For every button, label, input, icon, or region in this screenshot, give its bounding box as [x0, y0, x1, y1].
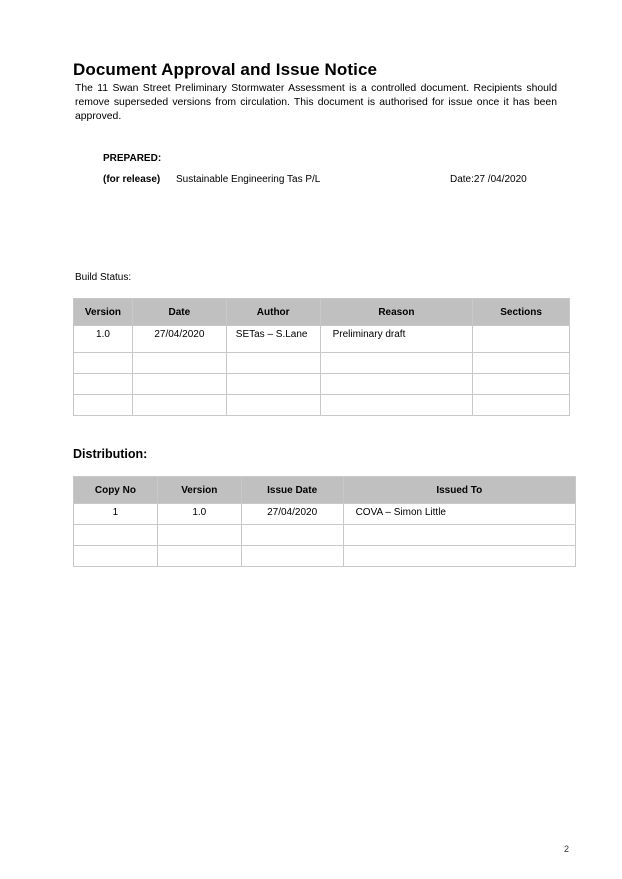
table-cell [473, 353, 570, 374]
table-cell [226, 353, 320, 374]
table-cell [132, 395, 226, 416]
table-cell: 1.0 [74, 326, 133, 353]
table-cell [473, 326, 570, 353]
prepared-date: Date:27 /04/2020 [450, 174, 527, 185]
distribution-title: Distribution: [73, 447, 148, 461]
table-cell: 27/04/2020 [132, 326, 226, 353]
table-cell: COVA – Simon Little [343, 504, 575, 525]
page-number: 2 [564, 844, 570, 854]
table-row [74, 546, 576, 567]
table-row [74, 353, 570, 374]
table-cell [473, 374, 570, 395]
table-row [74, 395, 570, 416]
column-header: Issued To [343, 477, 575, 504]
table-cell [320, 374, 473, 395]
build-status-table [73, 298, 570, 416]
table-cell [473, 395, 570, 416]
table-cell [226, 395, 320, 416]
table-cell: 1.0 [157, 504, 241, 525]
table-cell: Preliminary draft [320, 326, 473, 353]
table-cell [74, 353, 133, 374]
page-title: Document Approval and Issue Notice [73, 60, 378, 79]
table-cell [74, 374, 133, 395]
table-cell [74, 546, 158, 567]
table-cell: 27/04/2020 [241, 504, 343, 525]
table-cell [241, 525, 343, 546]
organization-name: Sustainable Engineering Tas P/L [176, 174, 321, 185]
column-header: Copy No [74, 477, 158, 504]
table-cell [74, 395, 133, 416]
table-cell [343, 525, 575, 546]
table-cell [132, 374, 226, 395]
table-row [74, 525, 576, 546]
release-label: (for release) [103, 174, 161, 185]
column-header: Date [132, 299, 226, 326]
intro-paragraph: The 11 Swan Street Preliminary Stormwater Assessment is a controlled document. Recipients should remove superseded versions from circulation. This document is authorised for issue once it has been approved. [75, 83, 557, 122]
table-cell [320, 395, 473, 416]
column-header: Sections [473, 299, 570, 326]
table-cell [241, 546, 343, 567]
column-header: Version [157, 477, 241, 504]
column-header: Version [74, 299, 133, 326]
column-header: Author [226, 299, 320, 326]
column-header: Issue Date [241, 477, 343, 504]
table-row [74, 326, 570, 353]
table-cell [343, 546, 575, 567]
table-row [74, 504, 576, 525]
table-cell [157, 546, 241, 567]
column-header: Reason [320, 299, 473, 326]
table-cell [132, 353, 226, 374]
table-cell: SETas – S.Lane [226, 326, 320, 353]
table-row [74, 374, 570, 395]
prepared-label: PREPARED: [103, 153, 162, 164]
table-cell [157, 525, 241, 546]
table-header-row [74, 299, 570, 326]
table-cell [74, 525, 158, 546]
table-header-row [74, 477, 576, 504]
table-cell: 1 [74, 504, 158, 525]
table-cell [226, 374, 320, 395]
distribution-table [73, 476, 576, 567]
build-status-label: Build Status: [75, 272, 132, 283]
table-cell [320, 353, 473, 374]
